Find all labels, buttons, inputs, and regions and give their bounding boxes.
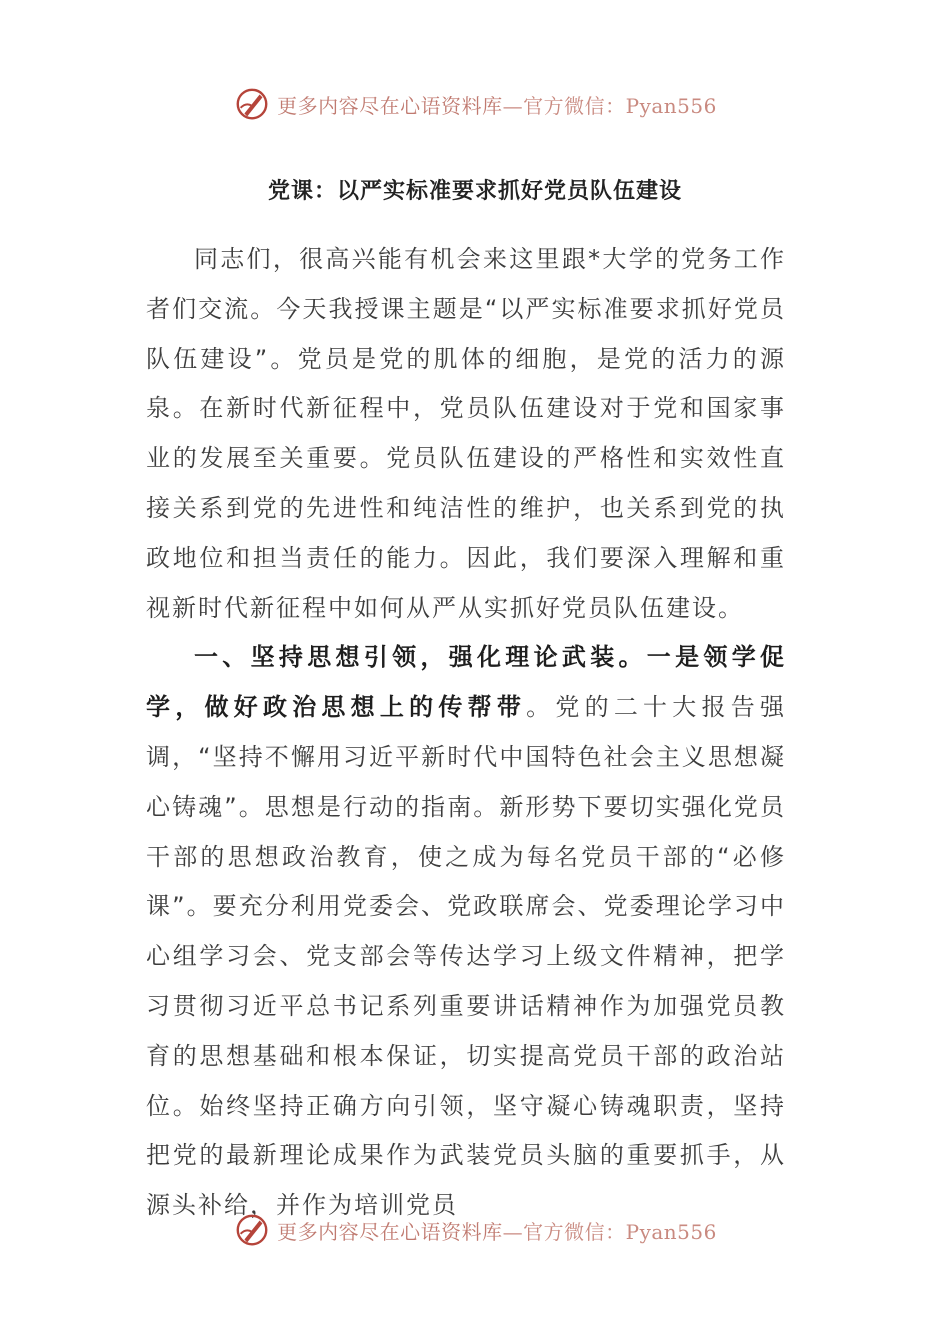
paragraph-intro: 同志们，很高兴能有机会来这里跟*大学的党务工作者们交流。今天我授课主题是“以严实标准要求抓好党员队伍建设”。党员是党的肌体的细胞，是党的活力的源泉。在新时代新征程中，党员队伍建设对于党和国家事业的发展至关重要。党员队伍建设的严格性和实效性直接关系到党的先进性和纯洁性的维护，也关系到党的执政地位和担当责任的能力。因此，我们要深入理解和重视新时代新征程中如何从严从实抓好党员队伍建设。	[146, 245, 786, 622]
section-heading: 一、坚持思想引领，强化理论武装。一是领学促学，做好政治思想上的传帮带	[146, 643, 786, 722]
pen-logo-icon	[233, 1211, 271, 1249]
paragraph-section-one	[146, 633, 786, 1231]
document-body	[146, 235, 786, 1231]
document-title: 党课：以严实标准要求抓好党员队伍建设	[267, 179, 682, 204]
header-watermark	[0, 84, 950, 124]
pen-logo-icon	[233, 85, 271, 123]
watermark-text: 更多内容尽在心语资料库—官方微信：Pyan556	[277, 93, 717, 118]
footer-watermark	[0, 1210, 950, 1250]
watermark-text: 更多内容尽在心语资料库—官方微信：Pyan556	[277, 1219, 717, 1244]
section-body: 。党的二十大报告强调，“坚持不懈用习近平新时代中国特色社会主义思想凝心铸魂”。思想是行动的指南。新形势下要切实强化党员干部的思想政治教育，使之成为每名党员干部的“必修课”。要充分利用党委会、党政联席会、党委理论学习中心组学习会、党支部会等传达学习上级文件精神，把学习贯彻习近平总书记系列重要讲话精神作为加强党员教育的思想基础和根本保证，切实提高党员干部的政治站位。始终坚持正确方向引领，坚守凝心铸魂职责，坚持把党的最新理论成果作为武装党员头脑的重要抓手，从源头补给，并作为培训党员	[146, 693, 787, 1220]
